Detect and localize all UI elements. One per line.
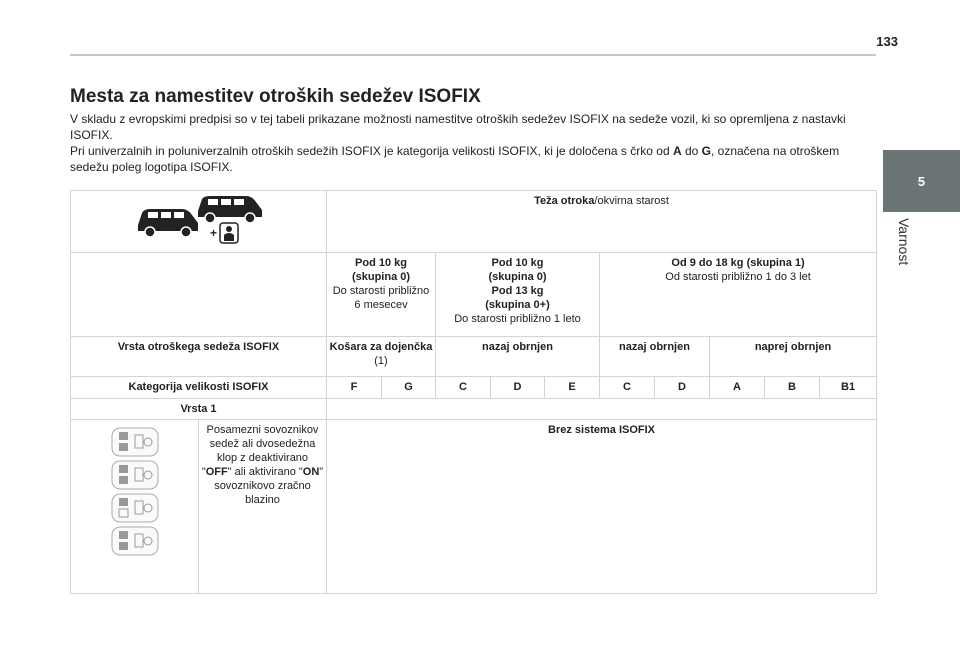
seat-layout-icon bbox=[111, 526, 159, 556]
type-carrycot: Košara za dojenčka (1) bbox=[327, 337, 436, 377]
section-label: Varnost bbox=[896, 218, 912, 266]
section-tab[interactable] bbox=[883, 150, 960, 212]
section-tab-number: 5 bbox=[917, 173, 926, 189]
weight-header: Teža otroka/okvirna starost bbox=[327, 191, 877, 253]
seat-layout-icon bbox=[111, 427, 159, 457]
type-rear-1: nazaj obrnjen bbox=[436, 337, 600, 377]
size-cell: D bbox=[491, 377, 545, 399]
size-label: Kategorija velikosti ISOFIX bbox=[71, 377, 327, 399]
vehicle-icons-cell bbox=[71, 191, 327, 253]
row-1-empty bbox=[327, 399, 877, 420]
size-cell: C bbox=[600, 377, 655, 399]
size-cell: B bbox=[765, 377, 820, 399]
type-forward: naprej obrnjen bbox=[710, 337, 877, 377]
type-rear-2: nazaj obrnjen bbox=[600, 337, 710, 377]
seat-layout-icon bbox=[111, 460, 159, 490]
size-cell: A bbox=[710, 377, 765, 399]
type-label: Vrsta otroškega sedeža ISOFIX bbox=[71, 337, 327, 377]
size-cell: E bbox=[545, 377, 600, 399]
group-0-cell: Pod 10 kg (skupina 0) Do starosti približno 6 mesecev bbox=[327, 253, 436, 337]
size-cell: B1 bbox=[820, 377, 877, 399]
top-rule bbox=[70, 54, 876, 56]
size-cell: F bbox=[327, 377, 382, 399]
passenger-seat-description: Posamezni sovoznikov sedež ali dvosedežna klop z deaktivirano "OFF" ali aktivirano "ON" sovoznikovo zračno blazino bbox=[199, 420, 327, 594]
group-1-cell: Od 9 do 18 kg (skupina 1) Od starosti približno 1 do 3 let bbox=[600, 253, 877, 337]
seat-diagrams-cell bbox=[71, 420, 199, 594]
size-cell: D bbox=[655, 377, 710, 399]
group-0plus-cell: Pod 10 kg (skupina 0) Pod 13 kg (skupina 0+) Do starosti približno 1 leto bbox=[436, 253, 600, 337]
empty-cell bbox=[71, 253, 327, 337]
intro-text bbox=[70, 111, 870, 175]
size-cell: G bbox=[382, 377, 436, 399]
no-isofix-cell: Brez sistema ISOFIX bbox=[327, 420, 877, 594]
size-cell: C bbox=[436, 377, 491, 399]
section-side-label bbox=[888, 218, 928, 298]
row-1-label: Vrsta 1 bbox=[71, 399, 327, 420]
svg-text:+: + bbox=[209, 225, 217, 240]
intro-paragraph-2: Pri univerzalnih in poluniverzalnih otroških sedežih ISOFIX je kategorija velikosti ISOFIX, ki je določena s črko od A do G, označena na otroškem sedežu poleg logotipa ISOFIX. bbox=[70, 144, 840, 174]
seat-layout-icon bbox=[111, 493, 159, 523]
isofix-table bbox=[70, 190, 877, 594]
page-title: Mesta za namestitev otroških sedežev ISOFIX bbox=[70, 86, 481, 107]
intro-paragraph-1: V skladu z evropskimi predpisi so v tej tabeli prikazane možnosti namestitve otroških sedežev ISOFIX na sedeže vozil, ki so opremljena z nastavki ISOFIX. bbox=[70, 112, 846, 142]
vehicle-isofix-icon bbox=[134, 195, 264, 245]
page-number: 133 bbox=[876, 34, 898, 49]
